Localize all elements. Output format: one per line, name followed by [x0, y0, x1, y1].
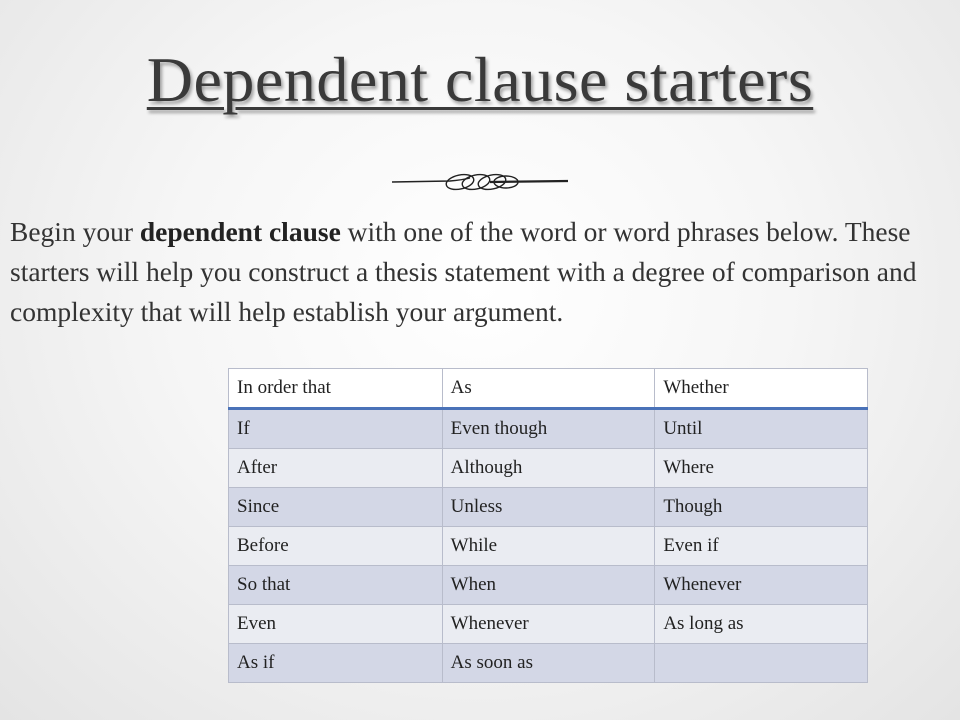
table-cell: If: [229, 409, 443, 449]
table-cell: Although: [442, 449, 655, 488]
intro-paragraph: [10, 212, 945, 332]
table-cell: As long as: [655, 605, 868, 644]
table-cell: Whether: [655, 369, 868, 409]
table-cell: As soon as: [442, 644, 655, 683]
table-row: [229, 605, 868, 644]
table-cell: When: [442, 566, 655, 605]
table-cell: In order that: [229, 369, 443, 409]
slide-title: Dependent clause starters: [146, 44, 814, 115]
table-cell: So that: [229, 566, 443, 605]
table-cell: Where: [655, 449, 868, 488]
intro-text-after: with one of the word or word phrases below. These starters will help you construct a thesis statement with a degree of comparison and complexity that will help establish your argument.: [10, 216, 917, 327]
table-cell: After: [229, 449, 443, 488]
table-cell: Whenever: [655, 566, 868, 605]
table-cell: Though: [655, 488, 868, 527]
table-row: [229, 644, 868, 683]
intro-text-bold: dependent clause: [139, 216, 341, 247]
table-header-row: [229, 369, 868, 409]
table-cell: Even if: [655, 527, 868, 566]
flourish-divider-icon: [390, 168, 570, 196]
table-cell: Before: [229, 527, 443, 566]
table-cell: Unless: [442, 488, 655, 527]
table-cell: While: [442, 527, 655, 566]
table-row: [229, 449, 868, 488]
table-row: [229, 488, 868, 527]
starters-table: [228, 368, 868, 683]
table-cell: Until: [655, 409, 868, 449]
table-cell: As: [442, 369, 655, 409]
table-row: [229, 409, 868, 449]
table-cell: As if: [229, 644, 443, 683]
table-cell: Even though: [442, 409, 655, 449]
table-cell: Since: [229, 488, 443, 527]
table-cell: Whenever: [442, 605, 655, 644]
intro-text-before: Begin your: [10, 216, 140, 247]
table-row: [229, 527, 868, 566]
table-row: [229, 566, 868, 605]
table-cell: Even: [229, 605, 443, 644]
table-cell: [655, 644, 868, 683]
